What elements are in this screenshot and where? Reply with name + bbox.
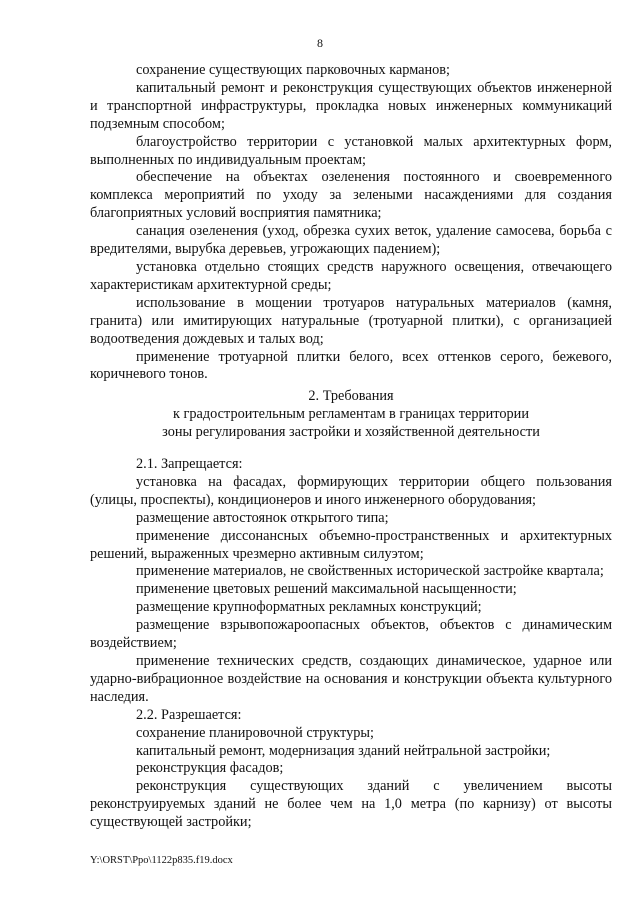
list-item: сохранение существующих парковочных карманов; [136,62,451,78]
list-item: обеспечение на объектах озеленения постоянного и своевременного комплекса мероприятий по уходу за зелеными насаждениями для создания благоприятных условий восприятия памятника; [90,169,612,222]
list-item: использование в мощении тротуаров натуральных материалов (камня, гранита) или имитирующих натуральные (тротуарной плитки), с организацией водоотведения дождевых и талых вод; [90,294,612,347]
subsection-title-permitted: 2.2. Разрешается: [136,706,242,723]
list-item: размещение крупноформатных рекламных конструкций; [136,599,482,616]
list-item: благоустройство территории с установкой малых архитектурных форм, выполненных по индивидуальным проектам; [90,133,612,168]
list-item: капитальный ремонт, модернизация зданий нейтральной застройки; [136,742,551,759]
section-heading-number: 2. Требования [308,388,394,404]
list-item: реконструкция существующих зданий с увеличением высоты реконструируемых зданий не более чем на 1,0 метра (по карнизу) от высоты существующей застройки; [90,778,612,831]
footer-file-path: Y:\ORST\Ppo\1122p835.f19.docx [90,855,233,866]
list-item: размещение взрывопожароопасных объектов, объектов с динамическим воздействием; [90,617,612,652]
section-heading-line3: зоны регулирования застройки и хозяйственной деятельности [162,424,540,440]
list-item: санация озеленения (уход, обрезка сухих веток, удаление самосева, борьба с вредителями, вырубка деревьев, угрожающих падением); [90,223,612,258]
section-heading-line2: к градостроительным регламентам в границах территории [173,406,529,422]
list-item: применение материалов, не свойственных исторической застройке квартала; [136,563,604,580]
list-item: реконструкция фасадов; [136,760,284,777]
list-item: установка отдельно стоящих средств наружного освещения, отвечающего характеристикам архитектурной среды; [90,258,612,293]
requirements-list [90,456,612,832]
list-item: применение диссонансных объемно-пространственных и архитектурных решений, выраженных чрезмерно активным силуэтом; [90,527,612,562]
list-item: применение технических средств, создающих динамическое, ударное или ударно-вибрационное воздействие на основания и конструкции объекта культурного наследия. [90,652,612,705]
page-number: 8 [317,36,323,50]
list-item: применение тротуарной плитки белого, всех оттенков серого, бежевого, коричневого тонов. [90,348,612,383]
list-item: применение цветовых решений максимальной насыщенности; [136,581,517,598]
list-item: размещение автостоянок открытого типа; [136,509,389,526]
subsection-title-prohibited: 2.1. Запрещается: [136,456,243,472]
list-item: сохранение планировочной структуры; [136,724,374,741]
list-item: установка на фасадах, формирующих территории общего пользования (улицы, проспекты), кондиционеров и иного инженерного оборудования; [90,473,612,508]
list-item: капитальный ремонт и реконструкция существующих объектов инженерной и транспортной инфраструктуры, прокладка новых инженерных коммуникаций подземным способом; [90,79,612,132]
list-top [90,62,612,384]
